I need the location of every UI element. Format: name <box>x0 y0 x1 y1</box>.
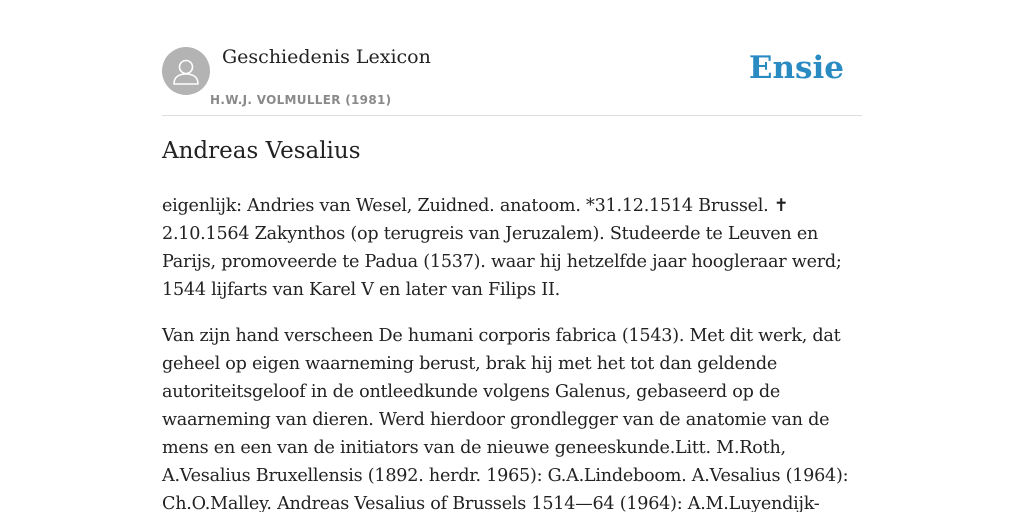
article-body <box>162 192 867 512</box>
ensie-logo[interactable]: Ensie <box>748 50 844 86</box>
article-title: Andreas Vesalius <box>162 138 361 164</box>
lexicon-title[interactable]: Geschiedenis Lexicon <box>222 46 431 68</box>
author-credit[interactable]: H.W.J. VOLMULLER (1981) <box>210 93 392 107</box>
article-paragraph: Van zijn hand verscheen De humani corporis fabrica (1543). Met dit werk, dat geheel op eigen waarneming berust, brak hij met het tot dan geldende autoriteitsgeloof in de ontleedkunde volgens Galenus, gebaseerd op de waarneming van dieren. Werd hierdoor grondlegger van de anatomie van de mens en een van de initiators van de nieuwe geneeskunde.Litt. M.Roth, A.Vesalius Bruxellensis (1892. herdr. 1965): G.A.Lindeboom. A.Vesalius (1964): Ch.O.Malley. Andreas Vesalius of Brussels 1514—64 (1964): A.M.Luyendijk- <box>162 326 849 512</box>
lexicon-header <box>162 44 862 116</box>
avatar[interactable] <box>162 47 210 95</box>
article-paragraph: eigenlijk: Andries van Wesel, Zuidned. anatoom. *31.12.1514 Brussel. ✝ 2.10.1564 Zakynthos (op terugreis van Jeruzalem). Studeerde te Leuven en Parijs, promoveerde te Padua (1537). waar hij hetzelfde jaar hoogleraar werd; 1544 lijfarts van Karel V en later van Filips II. <box>162 196 842 300</box>
user-silhouette-icon <box>162 47 210 95</box>
